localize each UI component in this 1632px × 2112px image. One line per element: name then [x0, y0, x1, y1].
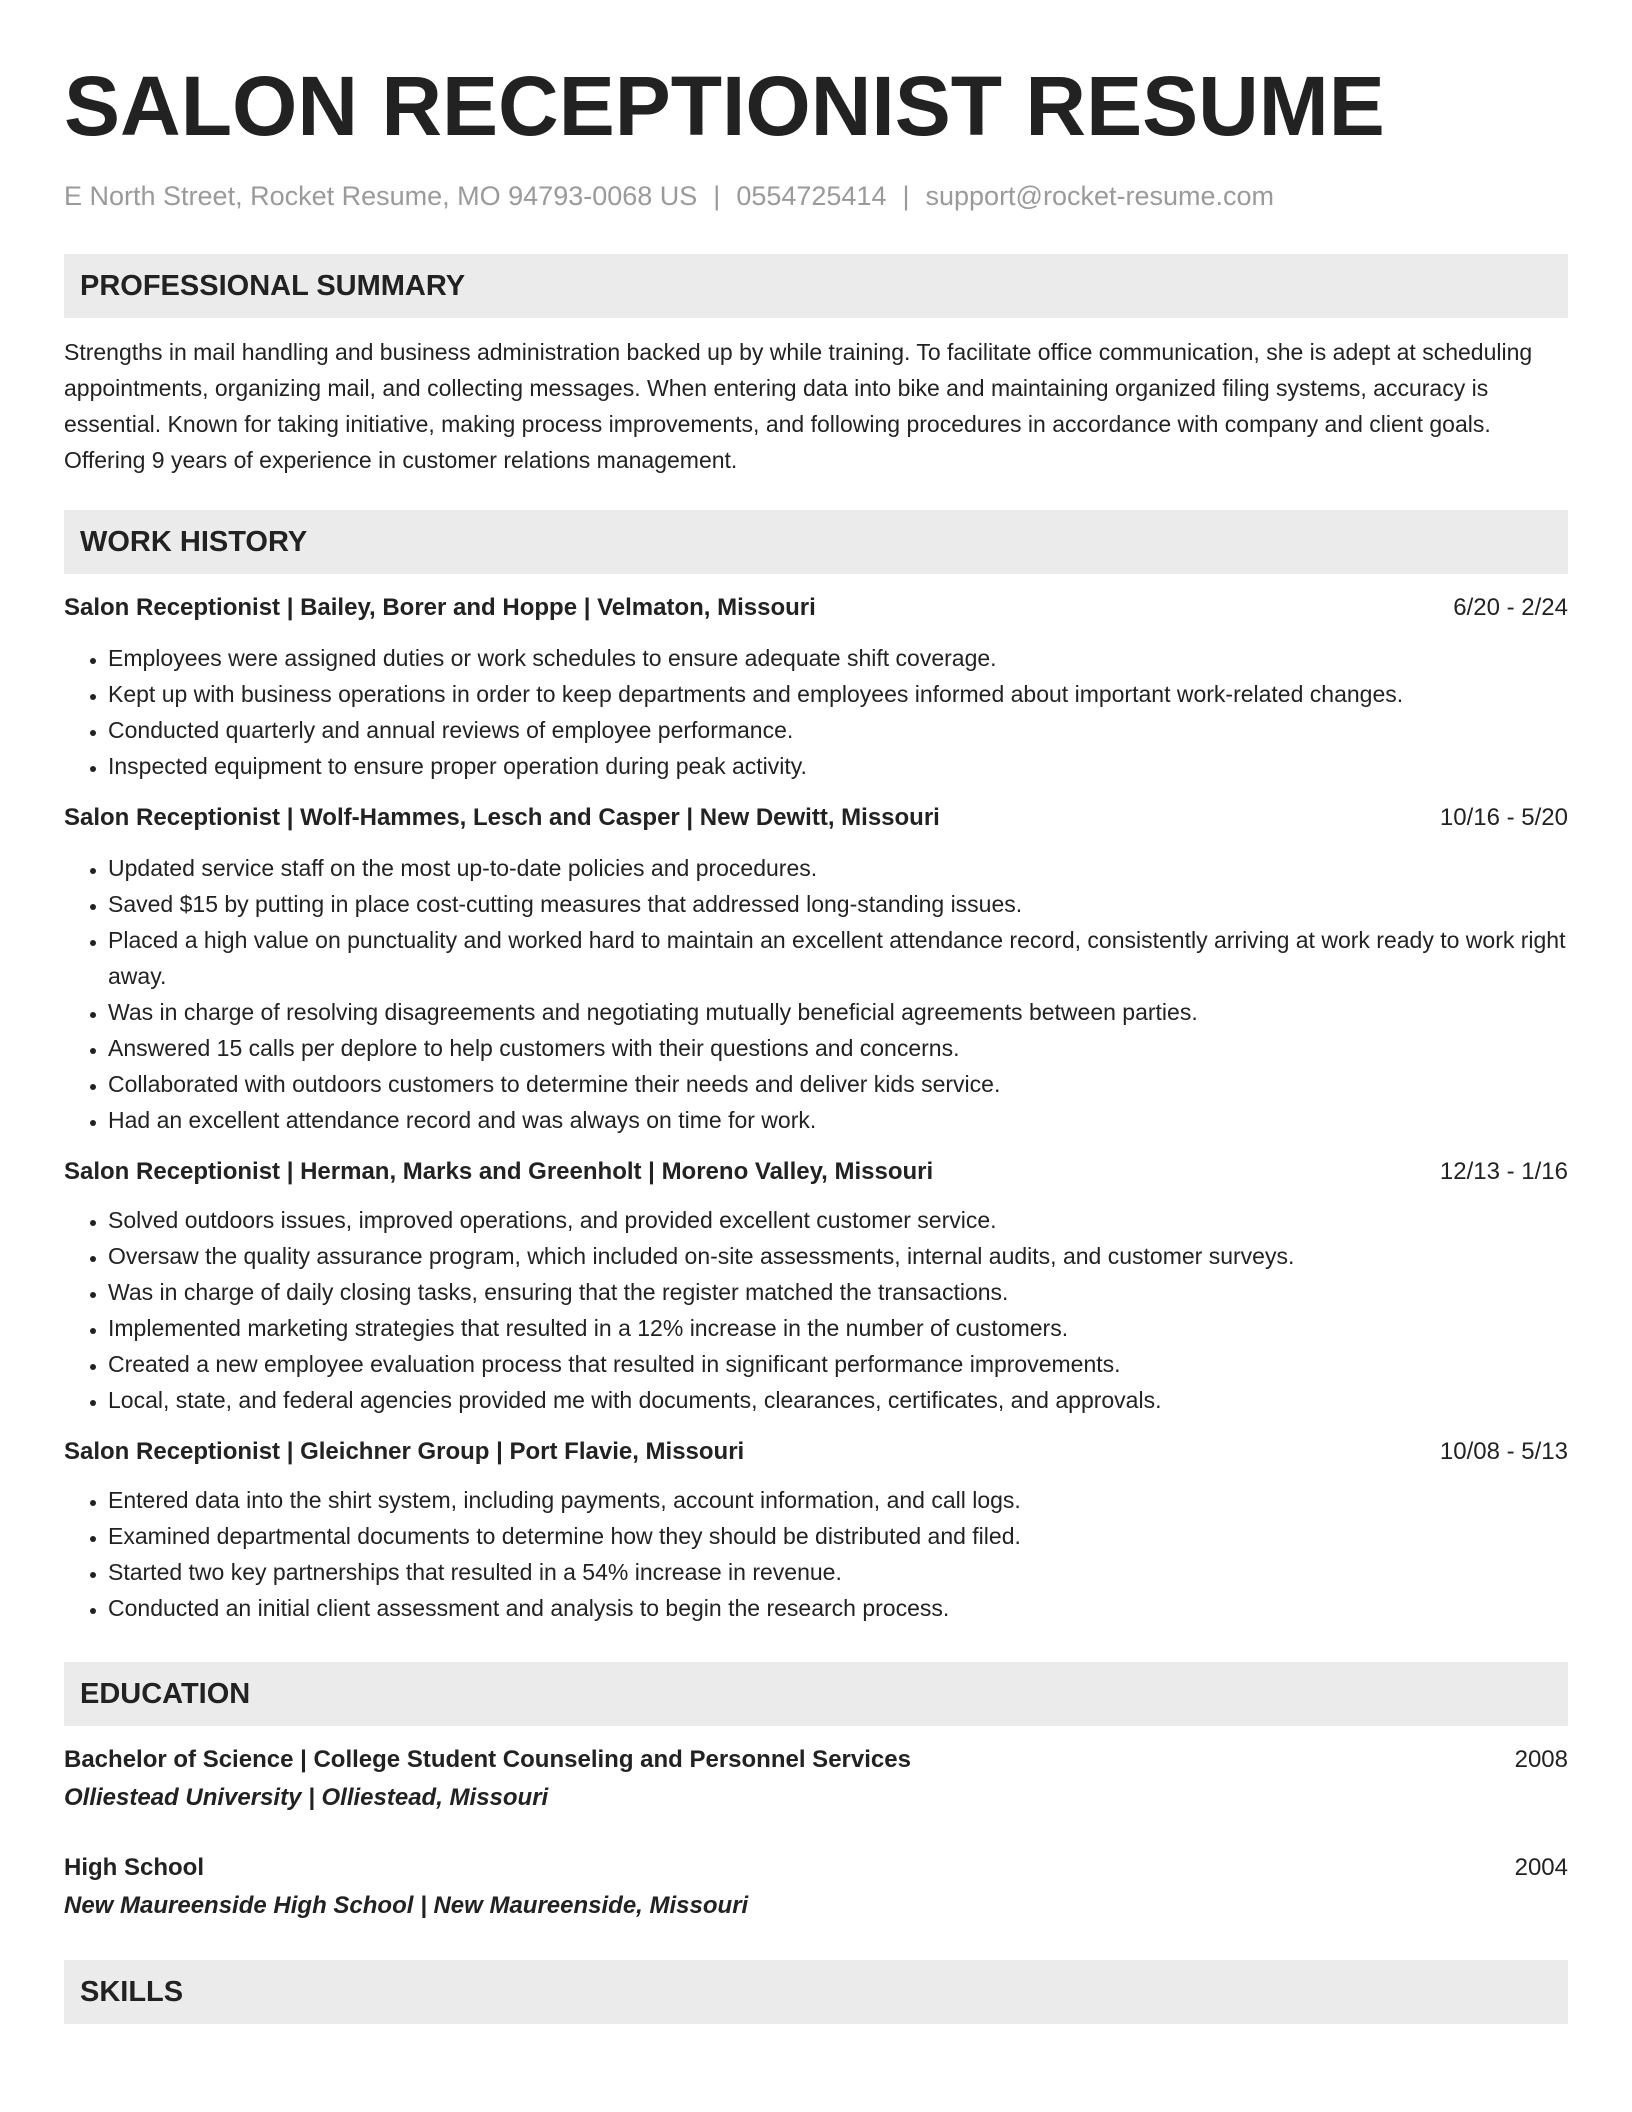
graduation-year: 2008 [1514, 1746, 1568, 1773]
job-bullet: • Started two key partnerships that resulted in a 54% increase in revenue. [108, 1554, 1568, 1590]
degree: Bachelor of Science | College Student Counseling and Personnel Services [64, 1746, 911, 1773]
summary-text: Strengths in mail handling and business administration backed up by while training. To facilitate office communication, she is adept at scheduling appointments, organizing mail, and collecting messages. When entering data into bike and maintaining organized filing systems, accuracy is essential. Known for taking initiative, making process improvements, and following procedures in accordance with company and client goals. Offering 9 years of experience in customer relations management. [64, 339, 1533, 473]
summary-heading: PROFESSIONAL SUMMARY [64, 254, 1568, 318]
education-entry [64, 1850, 1568, 1924]
job-header [64, 1434, 1568, 1470]
contact-separator: | [713, 181, 721, 211]
job-bullet: • Examined departmental documents to determine how they should be distributed and filed. [108, 1518, 1568, 1554]
job-bullet: • Updated service staff on the most up-to-date policies and procedures. [108, 850, 1568, 886]
job-entry [64, 800, 1568, 1138]
job-bullet: • Created a new employee evaluation process that resulted in significant performance improvements. [108, 1346, 1568, 1382]
work-history-heading: WORK HISTORY [64, 510, 1568, 574]
job-bullets [64, 1202, 1568, 1418]
contact-separator: | [902, 181, 910, 211]
degree: High School [64, 1854, 204, 1881]
job-bullet: • Entered data into the shirt system, including payments, account information, and call logs. [108, 1482, 1568, 1518]
job-bullet: • Saved $15 by putting in place cost-cutting measures that addressed long-standing issues. [108, 886, 1568, 922]
school: Olliestead University | Olliestead, Missouri [64, 1784, 549, 1811]
job-bullets [64, 850, 1568, 1138]
job-header [64, 1154, 1568, 1190]
resume-page [64, 0, 1568, 2024]
contact-line [64, 178, 1568, 214]
job-bullet: • Answered 15 calls per deplore to help customers with their questions and concerns. [108, 1030, 1568, 1066]
job-bullet: • Was in charge of resolving disagreements and negotiating mutually beneficial agreements between parties. [108, 994, 1568, 1030]
job-title: Salon Receptionist | Herman, Marks and Greenholt | Moreno Valley, Missouri [64, 1158, 934, 1185]
job-title: Salon Receptionist | Wolf-Hammes, Lesch and Casper | New Dewitt, Missouri [64, 804, 940, 831]
job-entry [64, 1154, 1568, 1418]
job-header [64, 800, 1568, 836]
job-header [64, 590, 1568, 626]
job-bullet: • Kept up with business operations in order to keep departments and employees informed about important work-related changes. [108, 676, 1568, 712]
job-dates: 6/20 - 2/24 [1453, 594, 1568, 621]
education-header [64, 1850, 1568, 1886]
job-bullet: • Employees were assigned duties or work schedules to ensure adequate shift coverage. [108, 640, 1568, 676]
job-bullets [64, 1482, 1568, 1626]
contact-email: support@rocket-resume.com [925, 181, 1275, 211]
job-dates: 10/16 - 5/20 [1439, 804, 1568, 831]
education-heading: EDUCATION [64, 1662, 1568, 1726]
job-dates: 10/08 - 5/13 [1439, 1438, 1568, 1465]
contact-phone: 0554725414 [736, 181, 887, 211]
resume-title: SALON RECEPTIONIST RESUME [64, 59, 1385, 153]
job-bullet: • Conducted an initial client assessment and analysis to begin the research process. [108, 1590, 1568, 1626]
skills-heading: SKILLS [64, 1960, 1568, 2024]
job-title: Salon Receptionist | Gleichner Group | Port Flavie, Missouri [64, 1438, 745, 1465]
education-header [64, 1742, 1568, 1778]
contact-address: E North Street, Rocket Resume, MO 94793-0068 US [64, 181, 698, 211]
job-bullet: • Solved outdoors issues, improved operations, and provided excellent customer service. [108, 1202, 1568, 1238]
job-title: Salon Receptionist | Bailey, Borer and Hoppe | Velmaton, Missouri [64, 594, 816, 621]
job-dates: 12/13 - 1/16 [1439, 1158, 1568, 1185]
school: New Maureenside High School | New Maureenside, Missouri [64, 1892, 749, 1919]
job-bullet: • Implemented marketing strategies that resulted in a 12% increase in the number of customers. [108, 1310, 1568, 1346]
job-bullet: • Inspected equipment to ensure proper operation during peak activity. [108, 748, 1568, 784]
job-bullet: • Placed a high value on punctuality and worked hard to maintain an excellent attendance record, consistently arriving at work ready to work right away. [108, 922, 1568, 994]
job-bullet: • Local, state, and federal agencies provided me with documents, clearances, certificates, and approvals. [108, 1382, 1568, 1418]
job-bullets [64, 640, 1568, 784]
job-bullet: • Conducted quarterly and annual reviews of employee performance. [108, 712, 1568, 748]
job-entry [64, 1434, 1568, 1626]
job-bullet: • Oversaw the quality assurance program, which included on-site assessments, internal audits, and customer surveys. [108, 1238, 1568, 1274]
job-bullet: • Was in charge of daily closing tasks, ensuring that the register matched the transactions. [108, 1274, 1568, 1310]
job-entry [64, 590, 1568, 784]
job-bullet: • Collaborated with outdoors customers to determine their needs and deliver kids service. [108, 1066, 1568, 1102]
graduation-year: 2004 [1514, 1854, 1568, 1881]
job-bullet: • Had an excellent attendance record and was always on time for work. [108, 1102, 1568, 1138]
education-entry [64, 1742, 1568, 1816]
